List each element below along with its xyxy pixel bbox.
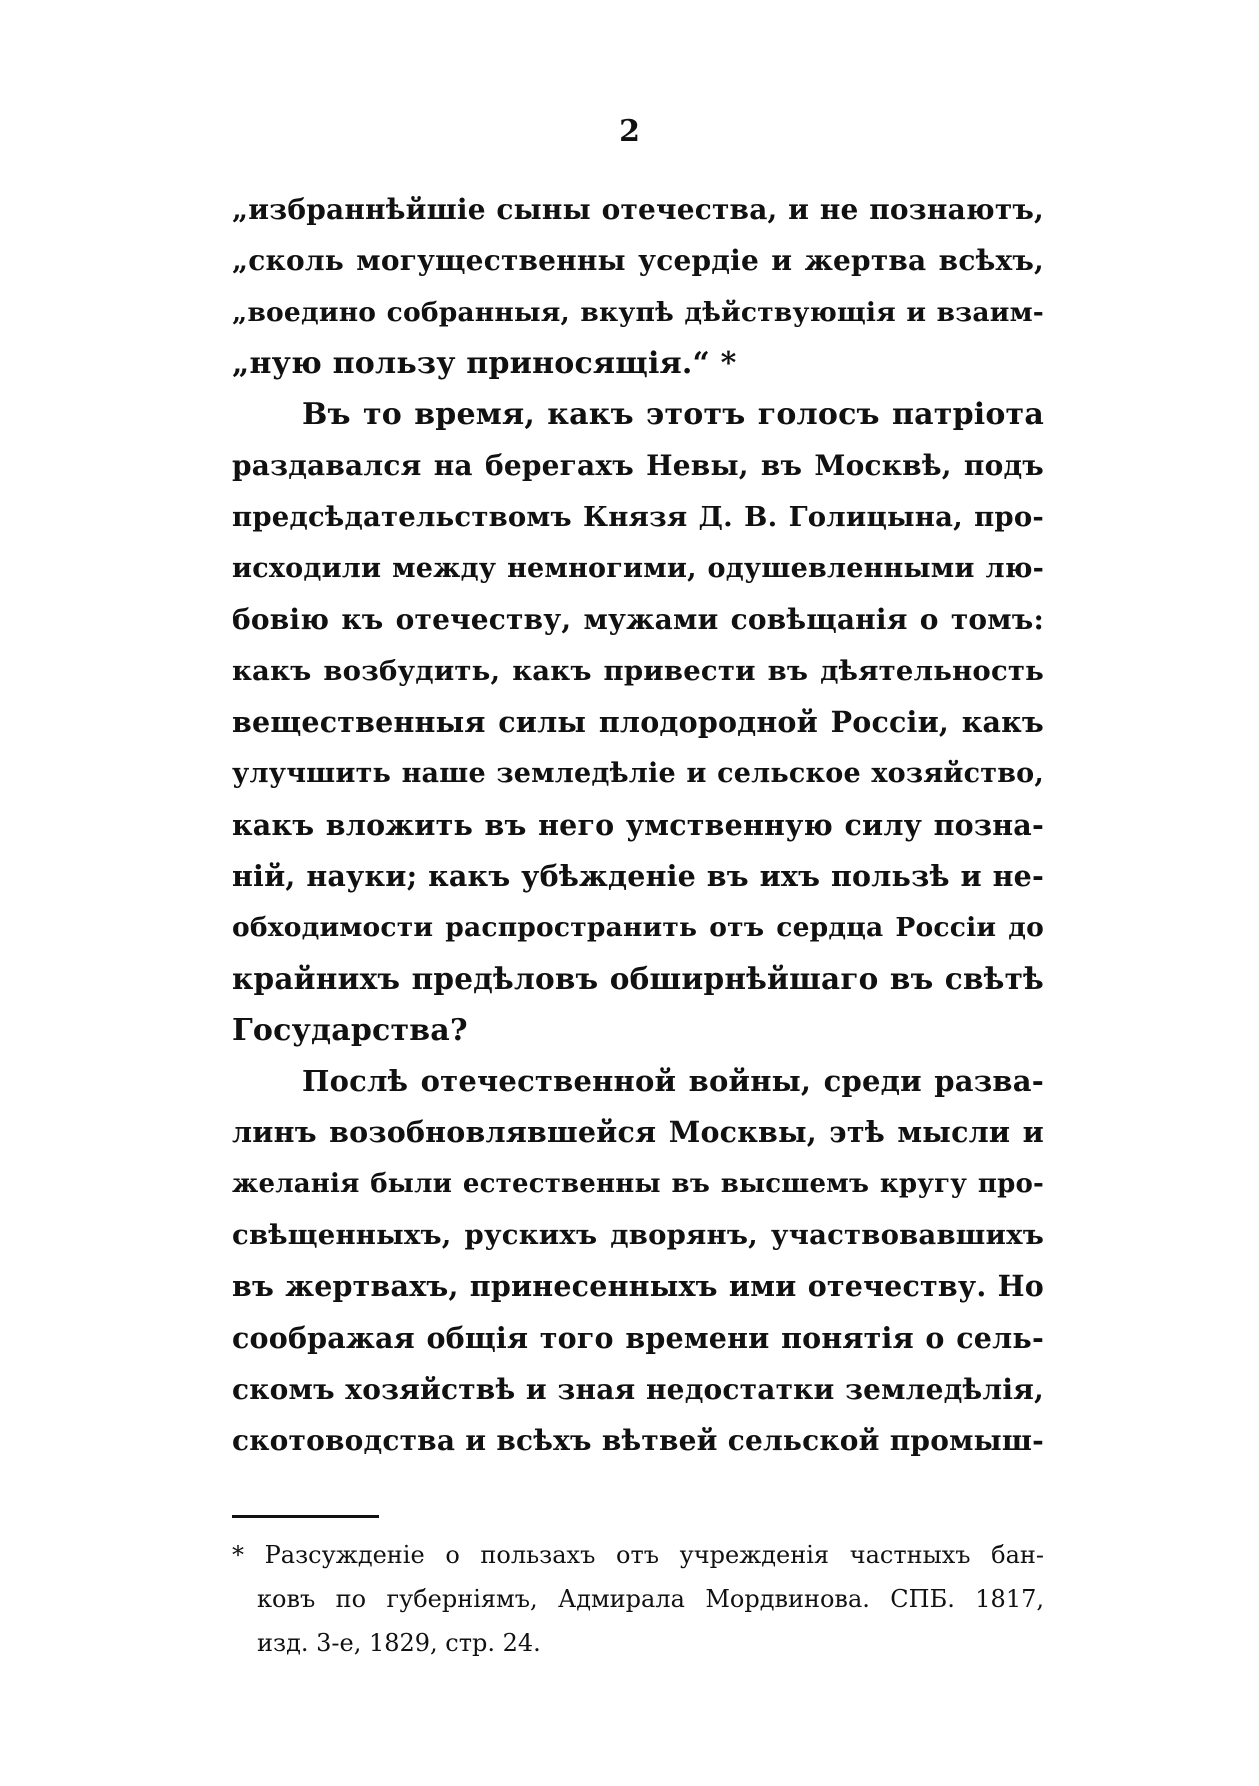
text-line: ній, науки; какъ убѣжденіе въ ихъ пользѣ и не-: [232, 858, 1044, 893]
text-line: „ную пользу приносящія.“ *: [232, 345, 737, 381]
text-line: Государства?: [232, 1012, 468, 1048]
text-line: крайнихъ предѣловъ обширнѣйшаго въ свѣтѣ: [232, 961, 1044, 997]
paragraph-quote-continuation: [232, 184, 1044, 389]
text-line: скотоводства и всѣхъ вѣтвей сельской промыш-: [232, 1424, 1044, 1458]
text-line: въ жертвахъ, принесенныхъ ими отечеству. Но: [232, 1269, 1044, 1304]
text-line: Въ то время, какъ этотъ голосъ патріота: [302, 397, 1044, 433]
page-number: 2: [619, 114, 640, 149]
paragraph-after-war: [232, 1056, 1044, 1466]
text-line: какъ вложить въ него умственную силу позна-: [232, 807, 1044, 842]
text-line: „воедино собранныя, вкупѣ дѣйствующія и взаим-: [232, 296, 1044, 328]
text-line: какъ возбудить, какъ привести въ дѣятельность: [232, 654, 1044, 687]
footnote-line: ковъ по губерніямъ, Адмирала Мордвинова. СПБ. 1817,: [257, 1585, 1044, 1613]
text-line: исходили между немногими, одушевленными лю-: [232, 553, 1044, 585]
text-line: улучшить наше земледѣліе и сельское хозяйство,: [232, 758, 1044, 790]
text-line: обходимости распространить отъ сердца Россіи до: [232, 912, 1044, 944]
text-line: соображая общія того времени понятія о сель-: [232, 1320, 1044, 1355]
body-text: [232, 184, 1044, 1466]
text-line: скомъ хозяйствѣ и зная недостатки земледѣлія,: [232, 1372, 1044, 1406]
text-line: „избраннѣйшіе сыны отечества, и не познаютъ,: [232, 193, 1044, 226]
footnote-line: изд. 3-е, 1829, стр. 24.: [257, 1629, 541, 1657]
footnote-divider: [232, 1515, 379, 1518]
text-line: „сколь могущественны усердіе и жертва всѣхъ,: [232, 244, 1044, 278]
text-line: свѣщенныхъ, рускихъ дворянъ, участвовавшихъ: [232, 1218, 1044, 1251]
footnote: [232, 1533, 1044, 1665]
text-line: раздавался на берегахъ Невы, въ Москвѣ, подъ: [232, 449, 1044, 483]
text-line: желанія были естественны въ высшемъ кругу про-: [232, 1168, 1044, 1199]
footnote-line: * Разсужденіе о пользахъ отъ учрежденія частныхъ бан-: [232, 1541, 1044, 1569]
paragraph-moscow-society: [232, 389, 1044, 1056]
text-line: Послѣ отечественной войны, среди разва-: [302, 1064, 1044, 1099]
text-line: вещественныя силы плодородной Россіи, какъ: [232, 704, 1044, 739]
text-line: предсѣдательствомъ Князя Д. В. Голицына, про-: [232, 500, 1044, 533]
text-line: бовію къ отечеству, мужами совѣщанія о томъ:: [232, 603, 1044, 637]
text-line: линъ возобновлявшейся Москвы, этѣ мысли и: [232, 1115, 1044, 1150]
